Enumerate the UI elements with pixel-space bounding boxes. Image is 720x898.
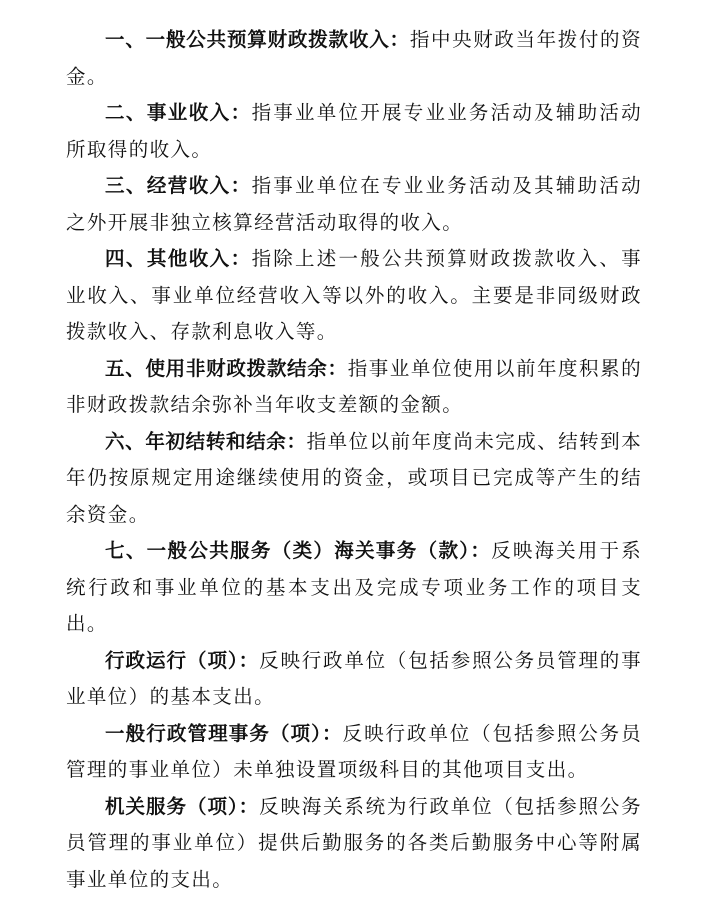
term-label: 三、经营收入： xyxy=(105,174,252,197)
term-label: 七、一般公共服务（类）海关事务（款）： xyxy=(105,539,491,562)
term-label: 行政运行（项）： xyxy=(105,649,259,672)
term-definition: 指中央财政当年拨付的资金。 xyxy=(66,28,642,88)
term-definition: 指单位以前年度尚未完成、结转到本年仍按原规定用途继续使用的资金，或项目已完成等产生的结余资金。 xyxy=(66,430,642,526)
term-label: 二、事业收入： xyxy=(105,101,252,124)
term-definition: 反映行政单位（包括参照公务员管理的事业单位）未单独设置项级科目的其他项目支出。 xyxy=(66,722,642,782)
paragraph-administrative-operation xyxy=(66,643,642,716)
paragraph-non-fiscal-surplus xyxy=(66,351,642,424)
term-definition: 反映海关用于系统行政和事业单位的基本支出及完成专项业务工作的项目支出。 xyxy=(66,539,642,635)
term-label: 一般行政管理事务（项）： xyxy=(105,722,343,745)
term-label: 五、使用非财政拨款结余： xyxy=(105,357,348,380)
paragraph-other-revenue xyxy=(66,241,642,351)
paragraph-operating-revenue xyxy=(66,168,642,241)
paragraph-general-budget-revenue xyxy=(66,22,642,95)
term-definition: 指事业单位开展专业业务活动及辅助活动所取得的收入。 xyxy=(66,101,642,161)
term-definition: 指事业单位使用以前年度积累的非财政拨款结余弥补当年收支差额的金额。 xyxy=(66,357,642,417)
paragraph-customs-affairs xyxy=(66,533,642,643)
term-definition: 反映行政单位（包括参照公务员管理的事业单位）的基本支出。 xyxy=(66,649,642,709)
term-definition: 指事业单位在专业业务活动及其辅助活动之外开展非独立核算经营活动取得的收入。 xyxy=(66,174,642,234)
paragraph-carryover-balance xyxy=(66,424,642,534)
paragraph-general-administration xyxy=(66,716,642,789)
paragraph-business-revenue xyxy=(66,95,642,168)
term-label: 四、其他收入： xyxy=(105,247,252,270)
paragraph-agency-services xyxy=(66,789,642,898)
term-definition: 反映海关系统为行政单位（包括参照公务员管理的事业单位）提供后勤服务的各类后勤服务中心等附属事业单位的支出。 xyxy=(66,795,642,891)
term-label: 六、年初结转和结余： xyxy=(105,430,307,453)
term-label: 一、一般公共预算财政拨款收入： xyxy=(105,28,410,51)
term-definition: 指除上述一般公共预算财政拨款收入、事业收入、事业单位经营收入等以外的收入。主要是非同级财政拨款收入、存款利息收入等。 xyxy=(66,247,642,343)
term-label: 机关服务（项）： xyxy=(105,795,259,818)
